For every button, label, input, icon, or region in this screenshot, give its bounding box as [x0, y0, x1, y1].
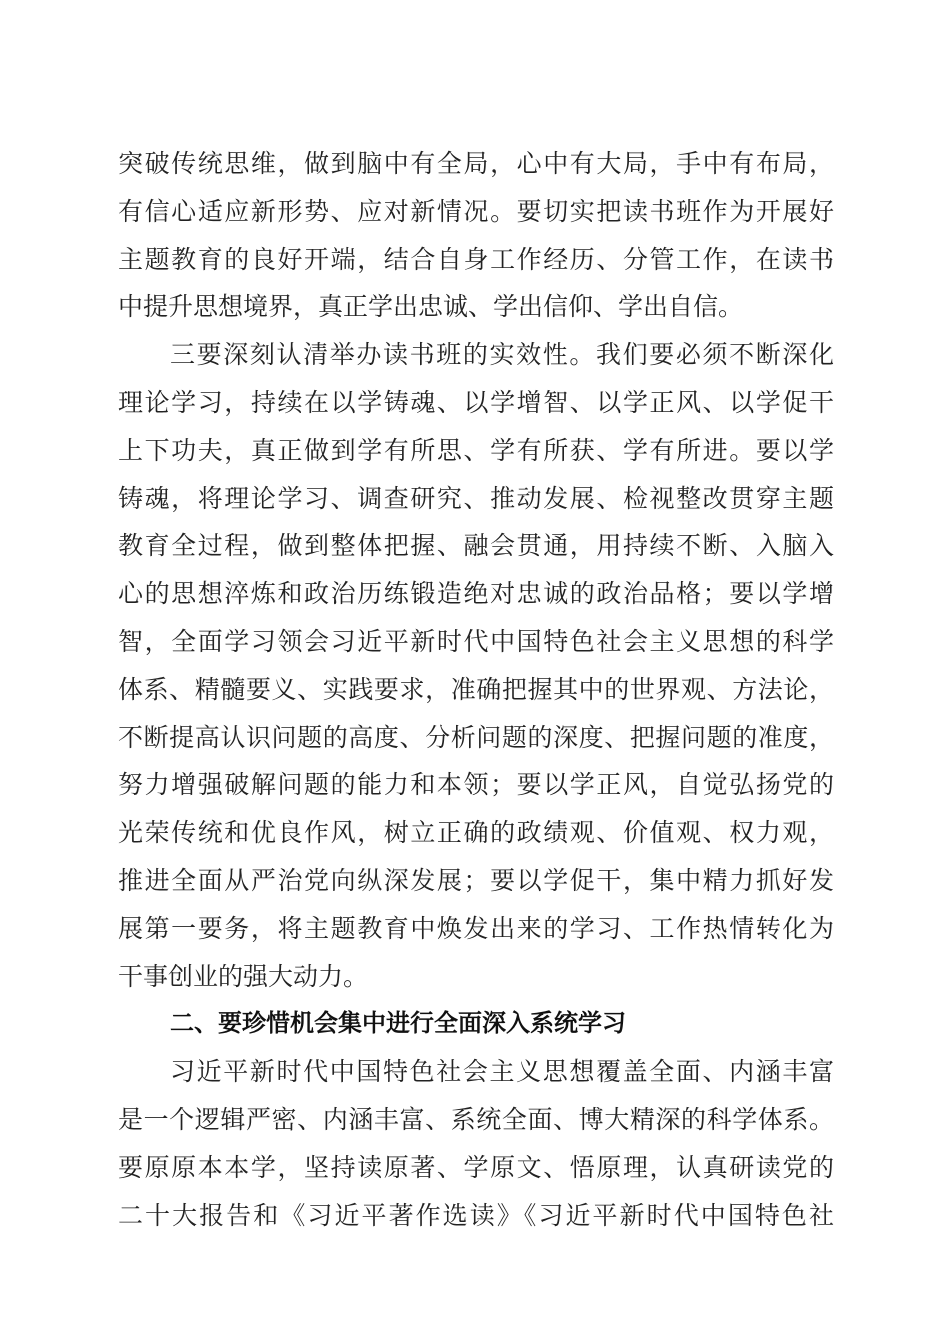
text-line: 光荣传统和优良作风，树立正确的政绩观、价值观、权力观， — [118, 818, 834, 848]
text-line: 是一个逻辑严密、内涵丰富、系统全面、博大精深的科学体系。 — [118, 1104, 834, 1134]
text-line: 主题教育的良好开端，结合自身工作经历、分管工作，在读书 — [118, 244, 834, 274]
text-line: 教育全过程，做到整体把握、融会贯通，用持续不断、入脑入 — [118, 531, 834, 561]
text-line: 中提升思想境界，真正学出忠诚、学出信仰、学出自信。 — [118, 292, 744, 322]
text-line: 二十大报告和《习近平著作选读》《习近平新时代中国特色社 — [118, 1200, 834, 1230]
text-line: 理论学习，持续在以学铸魂、以学增智、以学正风、以学促干 — [118, 387, 834, 417]
text-line: 三要深刻认清举办读书班的实效性。我们要必须不断深化 — [170, 340, 834, 370]
text-line: 努力增强破解问题的能力和本领；要以学正风，自觉弘扬党的 — [118, 770, 834, 800]
text-line: 展第一要务，将主题教育中焕发出来的学习、工作热情转化为 — [118, 913, 834, 943]
text-line: 体系、精髓要义、实践要求，准确把握其中的世界观、方法论， — [118, 674, 834, 704]
text-line: 干事创业的强大动力。 — [118, 961, 369, 991]
text-line: 突破传统思维，做到脑中有全局，心中有大局，手中有布局， — [118, 149, 834, 178]
text-line: 习近平新时代中国特色社会主义思想覆盖全面、内涵丰富 — [170, 1057, 834, 1087]
text-line: 要原原本本学，坚持读原著、学原文、悟原理，认真研读党的 — [118, 1152, 834, 1182]
text-line: 上下功夫，真正做到学有所思、学有所获、学有所进。要以学 — [118, 435, 834, 465]
text-line: 铸魂，将理论学习、调查研究、推动发展、检视整改贯穿主题 — [118, 483, 834, 513]
section-heading: 二、要珍惜机会集中进行全面深入系统学习 — [170, 1009, 626, 1038]
text-line: 推进全面从严治党向纵深发展；要以学促干，集中精力抓好发 — [118, 865, 834, 895]
text-line: 有信心适应新形势、应对新情况。要切实把读书班作为开展好 — [118, 196, 834, 226]
document-body — [118, 140, 834, 1239]
text-line: 智，全面学习领会习近平新时代中国特色社会主义思想的科学 — [118, 626, 834, 656]
text-line: 不断提高认识问题的高度、分析问题的深度、把握问题的准度， — [118, 722, 834, 752]
text-line: 心的思想淬炼和政治历练锻造绝对忠诚的政治品格；要以学增 — [118, 579, 834, 609]
